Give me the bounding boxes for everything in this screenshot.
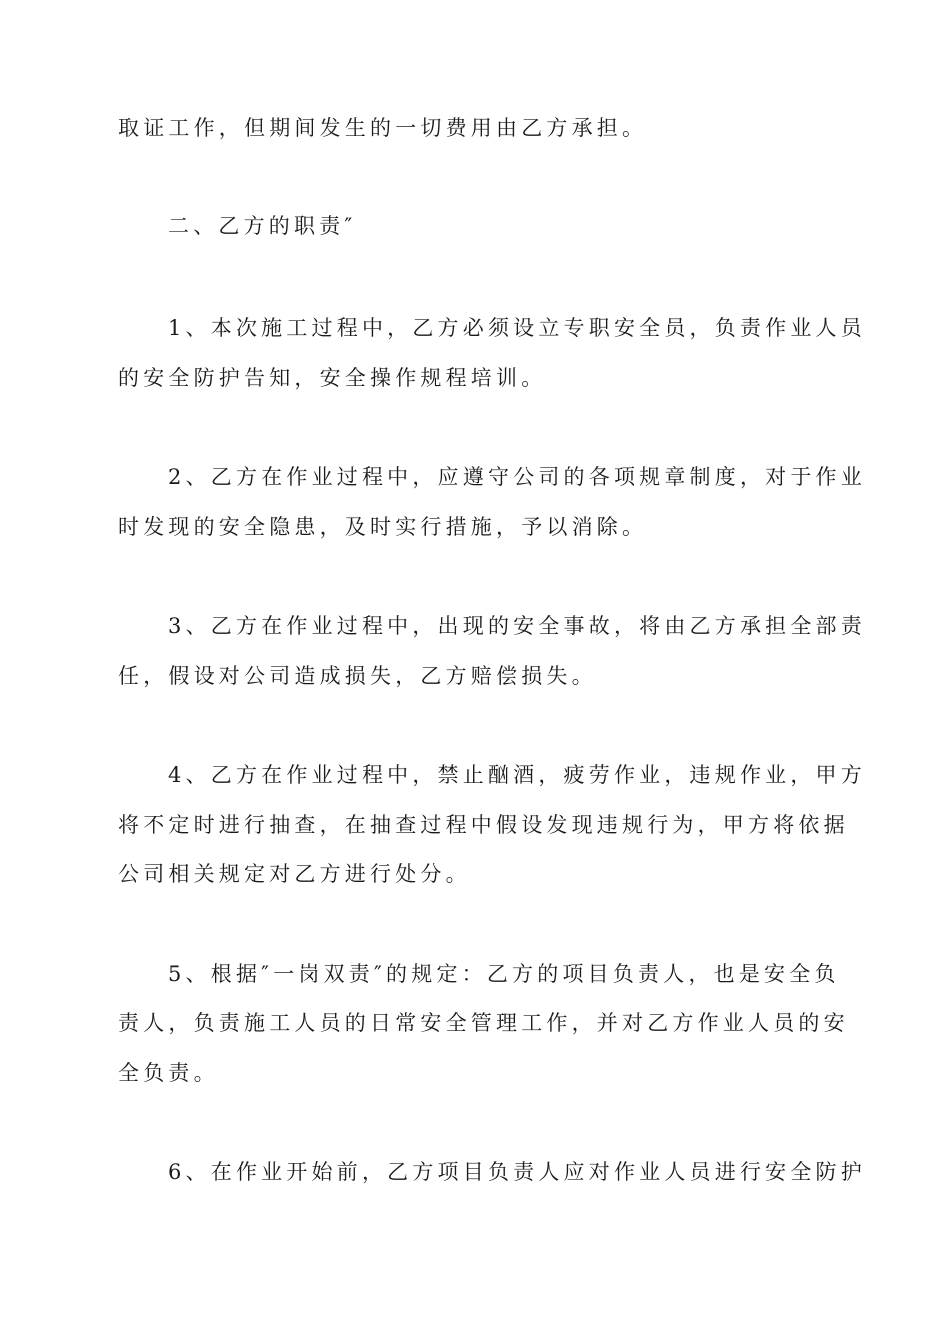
text-line: 4、乙方在作业过程中，禁止酗酒，疲劳作业，违规作业，甲方 <box>168 763 866 787</box>
text-line: 的安全防护告知，安全操作规程培训。 <box>118 366 547 390</box>
text-line: 全负责。 <box>118 1061 219 1085</box>
text-line: 1、本次施工过程中，乙方必须设立专职安全员，负责作业人员 <box>168 316 866 340</box>
text-line: 将不定时进行抽查，在抽查过程中假设发现违规行为，甲方将依据 <box>118 813 849 837</box>
text-line: 任，假设对公司造成损失，乙方赔偿损失。 <box>118 664 597 688</box>
text-line: 取证工作，但期间发生的一切费用由乙方承担。 <box>118 116 648 140</box>
text-line: 5、根据″一岗双责″的规定：乙方的项目负责人，也是安全负 <box>168 962 840 986</box>
text-line: 3、乙方在作业过程中，出现的安全事故，将由乙方承担全部责 <box>168 614 866 638</box>
text-line: 6、在作业开始前，乙方项目负责人应对作业人员进行安全防护 <box>168 1160 866 1184</box>
text-line: 公司相关规定对乙方进行处分。 <box>118 862 471 886</box>
text-line: 2、乙方在作业过程中，应遵守公司的各项规章制度，对于作业 <box>168 465 866 489</box>
section-heading: 二、乙方的职责″ <box>168 214 357 238</box>
text-line: 时发现的安全隐患，及时实行措施，予以消除。 <box>118 515 648 539</box>
text-line: 责人，负责施工人员的日常安全管理工作，并对乙方作业人员的安 <box>118 1011 849 1035</box>
